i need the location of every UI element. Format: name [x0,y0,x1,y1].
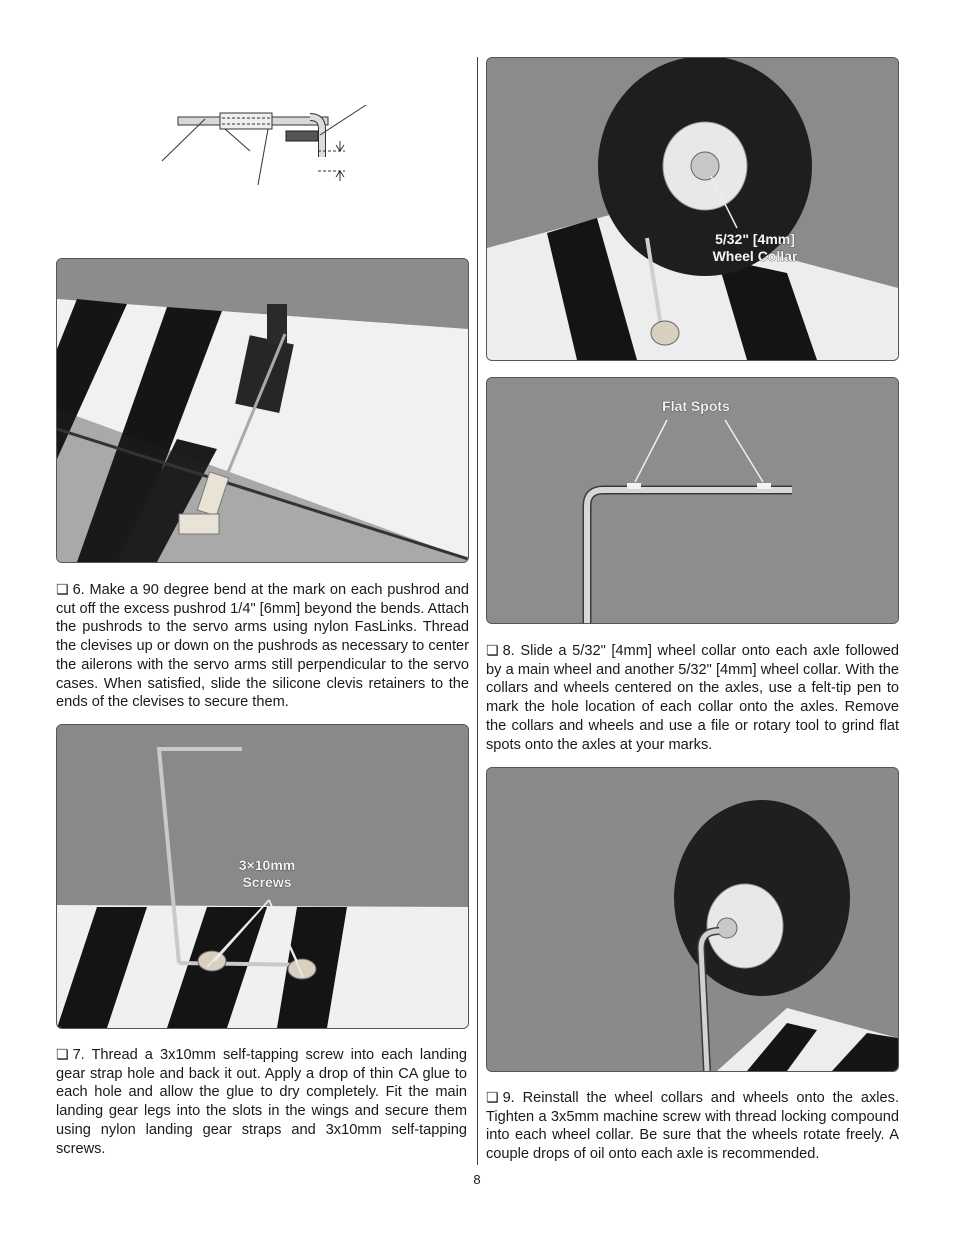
screws-callout-line1: 3×10mm [238,857,296,873]
photo-aileron-servo [56,258,469,563]
screws-callout-line2: Screws [242,874,292,890]
photo-landing-gear-screws [56,724,469,1029]
photo-flat-spots [486,377,899,624]
flat-spots-callout: Flat Spots [662,398,730,414]
step-9-body: 9. Reinstall the wheel collars and wheels onto the axles. Tighten a 3x5mm machine screw with thread locking compound into each wheel collar. Be sure that the wheels rotate freely. A couple drops of oil onto each axle is recommended. [486,1090,899,1163]
step-7-body: 7. Thread a 3x10mm self-tapping screw into each landing gear strap hole and back it out. Apply a drop of thin CA glue to each hole and allow the glue to dry completely. Fit the main landing gear legs into the slots in the wings and secure them using nylon landing gear straps and 3x10mm self-tapping screws. [56,1047,467,1157]
photo-wheel-installed [486,767,899,1072]
checkbox-icon[interactable]: ❏ [56,1047,69,1063]
step-8-body: 8. Slide a 5/32" [4mm] wheel collar onto each axle followed by a main wheel and another 5/32" [4mm] wheel collar. With the collars and wheels centered on the axles, use a felt-tip pen to mark the hole location of each collar onto the axles. Remove the collars and wheels and use a file or rotary tool to grind flat spots onto the axles at your marks. [486,643,899,753]
collar-callout-line2: Wheel Collar [712,248,798,264]
pushrod-bend-diagram [150,95,390,195]
step-8-text [486,642,899,754]
photo-wheel-collar [486,57,899,361]
step-7-text [56,1046,467,1158]
step-9-text [486,1089,899,1164]
page-number: 8 [473,1172,481,1187]
checkbox-icon[interactable]: ❏ [56,582,69,598]
step-6-text [56,581,469,712]
checkbox-icon[interactable]: ❏ [486,1090,499,1106]
collar-callout-line1: 5/32" [4mm] [715,231,795,247]
checkbox-icon[interactable]: ❏ [486,643,499,659]
step-6-body: 6. Make a 90 degree bend at the mark on each pushrod and cut off the excess pushrod 1/4" [6mm] beyond the bends. Attach the pushrods to the servo arms using nylon FasLinks. Thread the clevises up or down on the pushrods as necessary to center the ailerons with the servo arms still perpendicular to the servo cases. When satisfied, slide the silicone clevis retainers to the ends of the clevises to secure them. [56,582,469,711]
column-divider [477,57,478,1165]
